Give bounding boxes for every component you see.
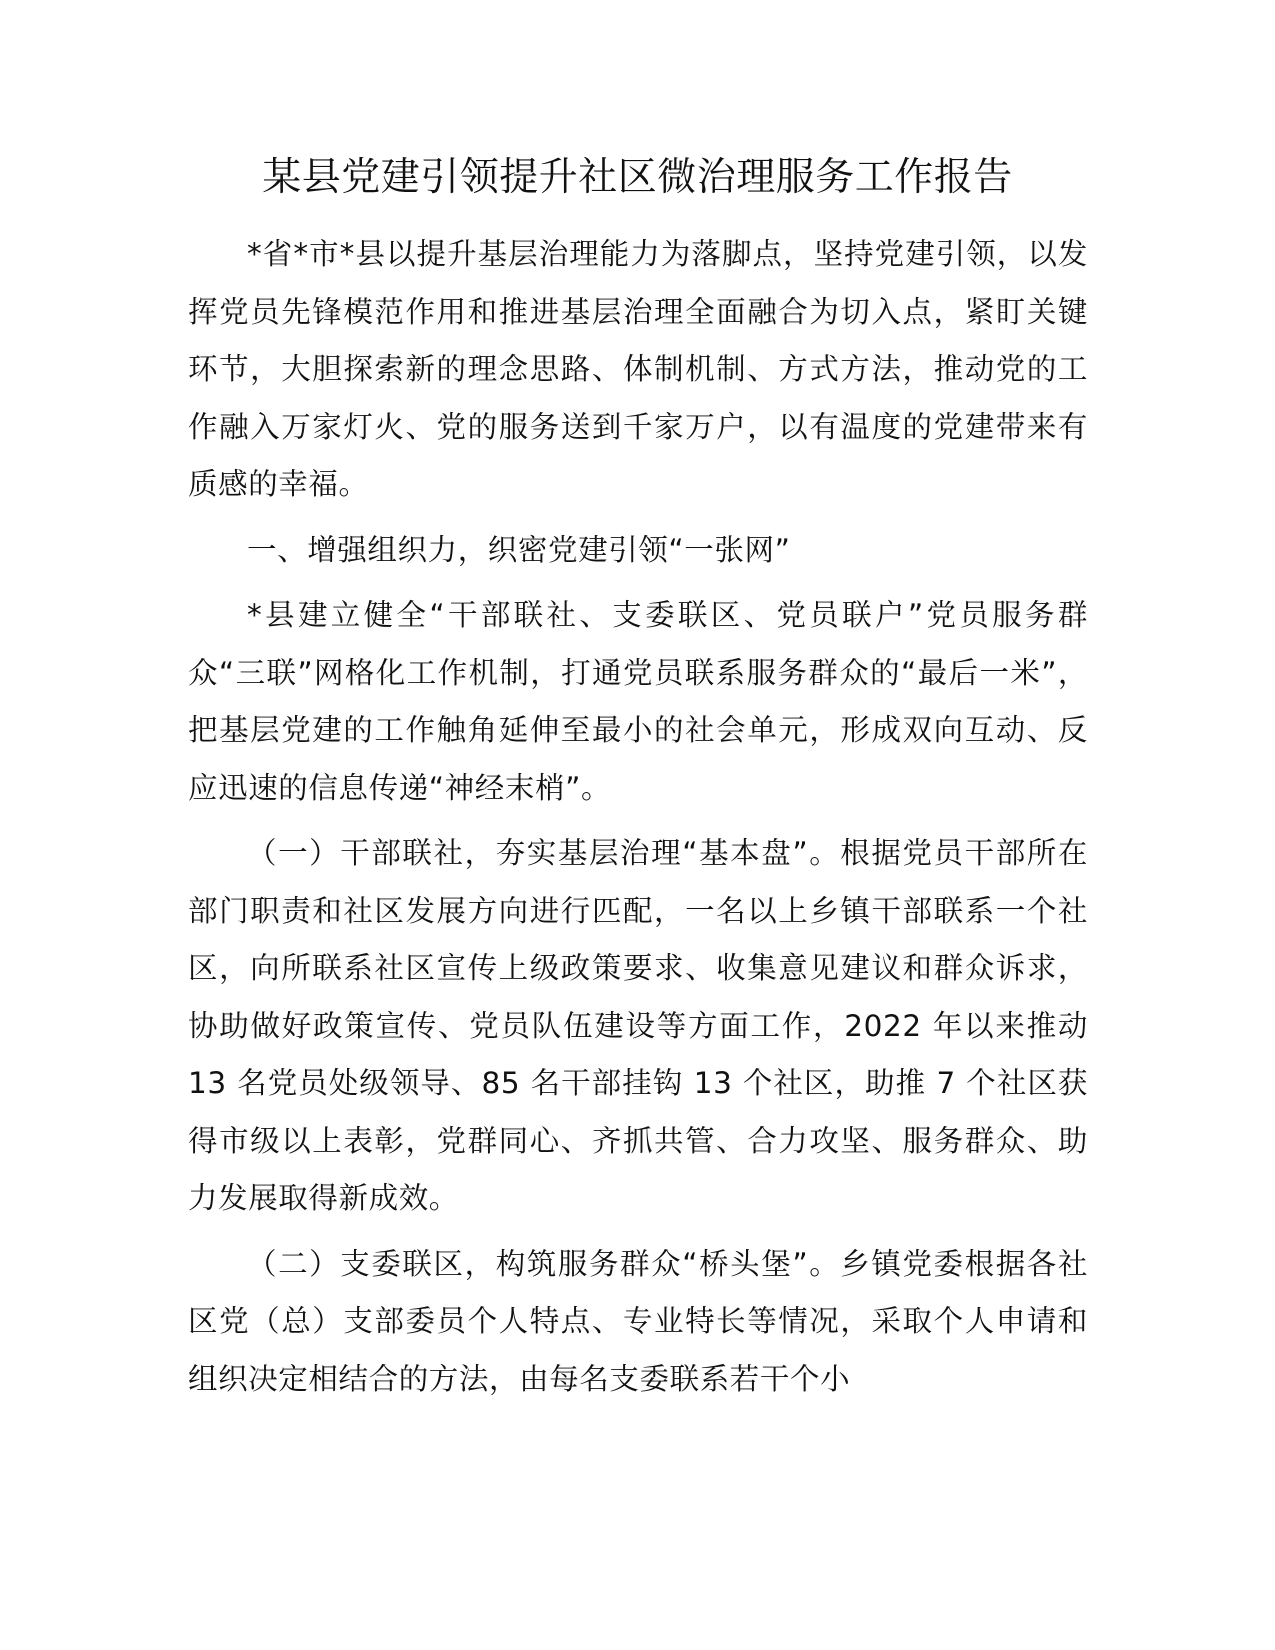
- subsection-2-paragraph: （二）支委联区，构筑服务群众“桥头堡”。乡镇党委根据各社区党（总）支部委员个人特点、专业特长等情况，采取个人申请和组织决定相结合的方法，由每名支委联系若干个小: [188, 1246, 1088, 1396]
- document-title: 某县党建引领提升社区微治理服务工作报告: [262, 155, 1013, 200]
- intro-paragraph: *省*市*县以提升基层治理能力为落脚点，坚持党建引领，以发挥党员先锋模范作用和推进基层治理全面融合为切入点，紧盯关键环节，大胆探索新的理念思路、体制机制、方式方法，推动党的工作融入万家灯火、党的服务送到千家万户，以有温度的党建带来有质感的幸福。: [188, 237, 1088, 501]
- document-body: [188, 226, 1088, 1416]
- section-1-paragraph: *县建立健全“干部联社、支委联区、党员联户”党员服务群众“三联”网格化工作机制，打通党员联系服务群众的“最后一米”，把基层党建的工作触角延伸至最小的社会单元，形成双向互动、反应迅速的信息传递“神经末梢”。: [188, 598, 1088, 805]
- section-heading-1: 一、增强组织力，织密党建引领“一张网”: [247, 532, 791, 567]
- subsection-1-paragraph: （一）干部联社，夯实基层治理“基本盘”。根据党员干部所在部门职责和社区发展方向进行匹配，一名以上乡镇干部联系一个社区，向所联系社区宣传上级政策要求、收集意见建议和群众诉求，协助做好政策宣传、党员队伍建设等方面工作，2022 年以来推动 13 名党员处级领导、85 名干部挂钩 13 个社区，助推 7 个社区获得市级以上表彰，党群同心、齐抓共管、合力攻坚、服务群众、助力发展取得新成效。: [188, 836, 1088, 1215]
